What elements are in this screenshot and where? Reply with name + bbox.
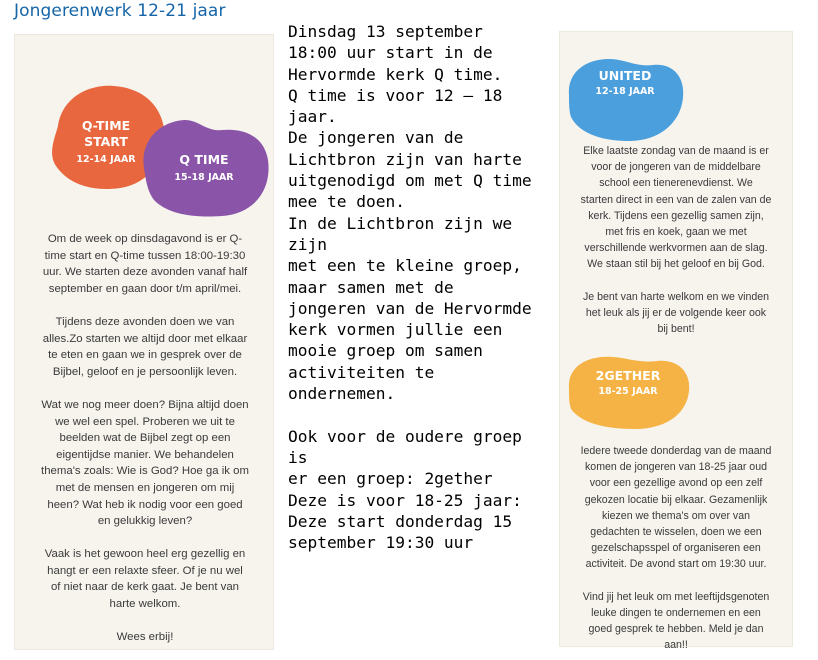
q-time-title: Q TIME [179,152,229,167]
2gether-title: 2GETHER [595,368,661,383]
flyer-q-time [14,34,274,650]
united-description: Elke laatste zondag van de maand is er voor de jongeren van de middelbare school een tienerenevdienst. We starten direct in een van de zalen van de kerk. Tijdens een gezellig samen zijn, met fris en koek, gaan we met verschillende werkvormen aan de slag. We staan stil bij het geloof en bij God. Je bent van harte welkom en we vinden het leuk als jij er de volgende keer ook bij bent! [580,145,772,336]
q-time-ages: 15-18 JAAR [174,172,234,183]
2gether-ages: 18-25 JAAR [598,386,658,397]
united-ages: 12-18 JAAR [595,86,655,97]
united-title: UNITED [598,68,652,83]
q-time-start-ages: 12-14 JAAR [76,154,136,165]
page-title: Jongerenwerk 12-21 jaar [14,1,226,21]
2gether-description: Iedere tweede donderdag van de maand komen de jongeren van 18-25 jaar oud voor een gezellige avond op een zelf gekozen locatie bij elkaar. Gezamenlijk kiezen we thema's om over van gedachten te wisselen, doen we een gezelschapsspel of organiseren een activiteit. De avond start om 19:30 uur. Vind jij het leuk om met leeftijdsgenoten leuke dingen te ondernemen en een goed gesprek te hebben. Meld je dan aan!! [580,445,772,652]
flyer-united-2gether [559,31,793,652]
q-time-description: Om de week op dinsdagavond is er Q- time start en Q-time tussen 18:00-19:30 uur. We starten deze avonden vanaf half september en gaan door t/m april/mei. Tijdens deze avonden doen we van alles.Zo starten we altijd door met elkaar te eten en gaan we in gesprek over de Bijbel, geloof en je persoonlijk leven. Wat we nog meer doen? Bijna altijd doen we wel een spel. Proberen we uit te beelden wat de Bijbel zegt op een eigentijdse manier. We behandelen thema's zoals: Wie is God? Hoe ga ik om met de mensen en jongeren om mij heen? Wat heb ik nodig voor een goed en gelukkig leven? Vaak is het gewoon heel erg gezellig en hangt er een relaxte sfeer. Of je nu wel of niet naar de kerk gaat. Je bent van harte welkom. Wees erbij! [41,233,249,644]
q-time-start-title-line1: Q-TIME [81,118,131,133]
q-time-start-title-line2: START [84,134,128,149]
announcement-text: Dinsdag 13 september 18:00 uur start in de Hervormde kerk Q time. Q time is voor 12 – 18 jaar. De jongeren van de Lichtbron zijn van harte uitgenodigd om met Q time mee te doen. In de Lichtbron zijn we zijn met een te kleine groep, maar samen met de jongeren van de Hervormde kerk vormen jullie een mooie groep om samen activiteiten te ondernemen. Ook voor de oudere groep is er een groep: 2gether Deze is voor 18-25 jaar: Deze start donderdag 15 september 19:30 uur [288,22,532,553]
q-time-blob [136,116,272,220]
